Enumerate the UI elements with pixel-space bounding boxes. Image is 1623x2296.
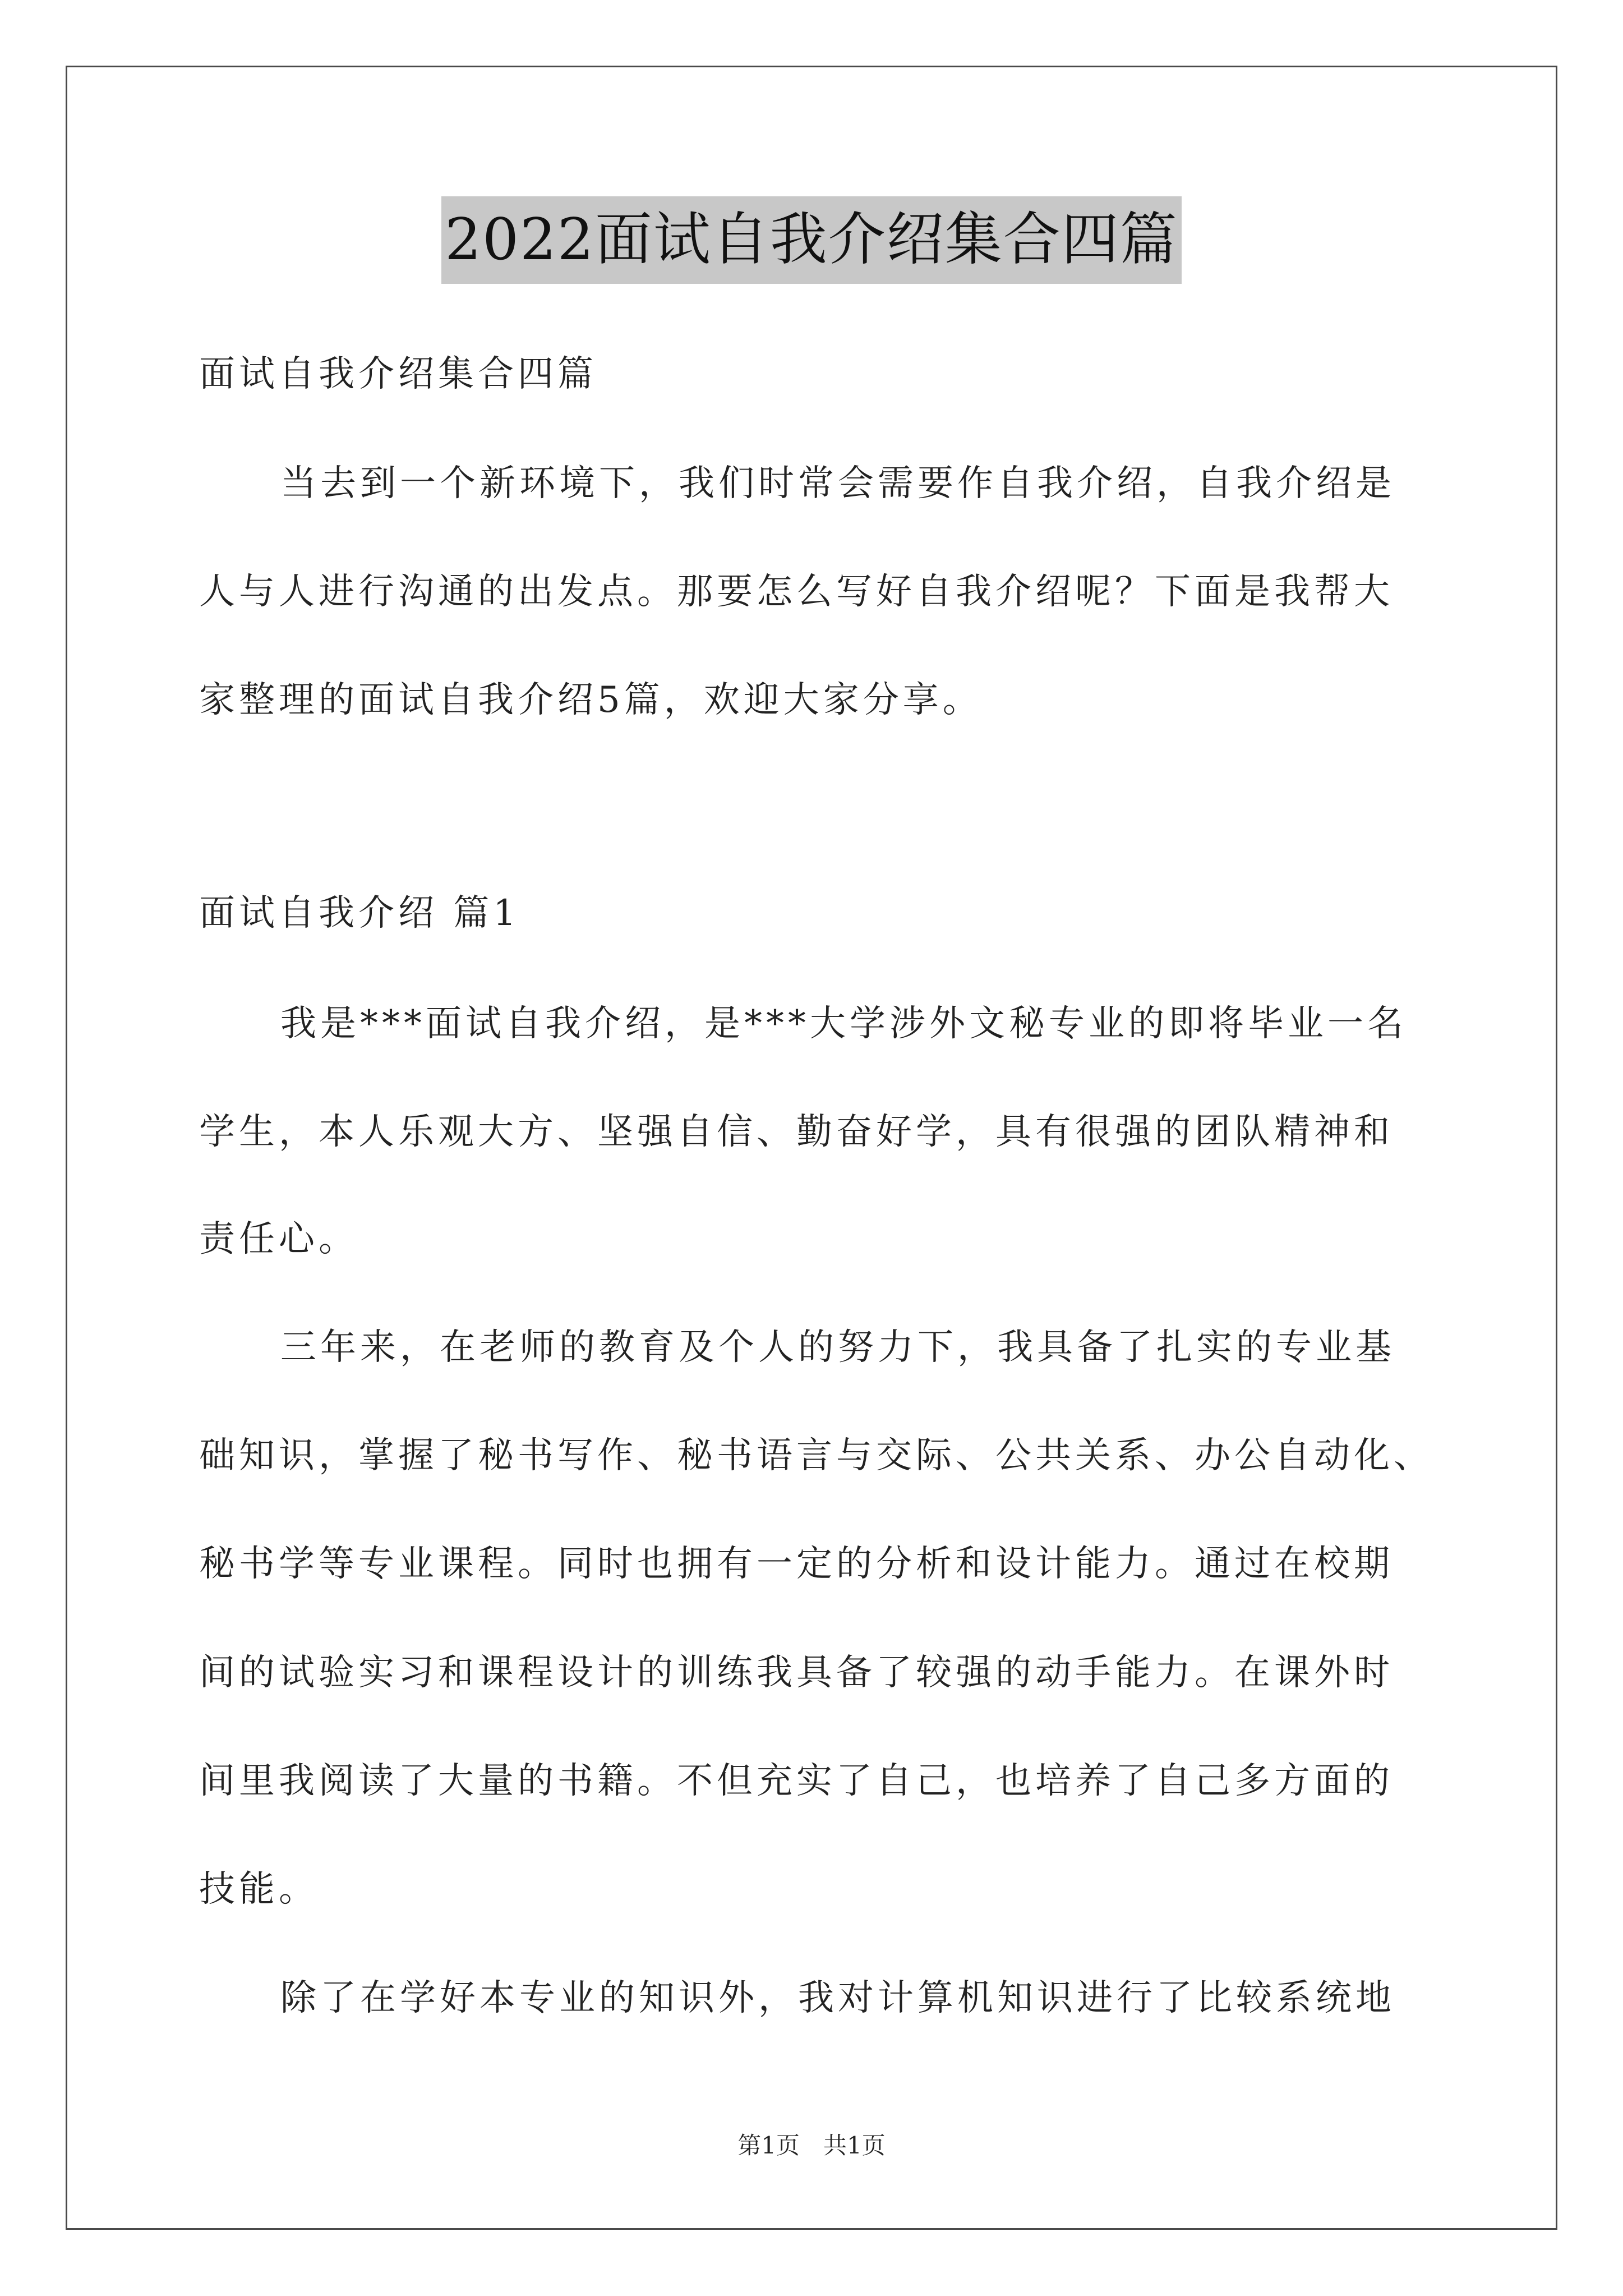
para2-line-4: 间的试验实习和课程设计的训练我具备了较强的动手能力。在课外时 [199, 1652, 1394, 1694]
title-container [0, 196, 1623, 284]
document-subtitle: 面试自我介绍集合四篇 [199, 353, 597, 395]
para3-line-1: 除了在学好本专业的知识外，我对计算机知识进行了比较系统地 [280, 1977, 1395, 2019]
intro-line-3: 家整理的面试自我介绍5篇，欢迎大家分享。 [199, 679, 983, 721]
para1-line-1: 我是***面试自我介绍，是***大学涉外文秘专业的即将毕业一名 [280, 1003, 1407, 1045]
intro-line-1: 当去到一个新环境下，我们时常会需要作自我介绍，自我介绍是 [280, 463, 1395, 504]
para2-line-5: 间里我阅读了大量的书籍。不但充实了自己，也培养了自己多方面的 [199, 1760, 1394, 1802]
para2-line-2: 础知识，掌握了秘书写作、秘书语言与交际、公共关系、办公自动化、 [199, 1435, 1433, 1476]
intro-line-2: 人与人进行沟通的出发点。那要怎么写好自我介绍呢？下面是我帮大 [199, 571, 1394, 613]
para1-line-3: 责任心。 [199, 1218, 358, 1260]
para2-line-6: 技能。 [199, 1869, 319, 1910]
para1-line-2: 学生，本人乐观大方、坚强自信、勤奋好学，具有很强的团队精神和 [199, 1111, 1394, 1153]
document-title: 2022面试自我介绍集合四篇 [441, 196, 1182, 284]
section-heading: 面试自我介绍 篇1 [199, 892, 520, 934]
para2-line-3: 秘书学等专业课程。同时也拥有一定的分析和设计能力。通过在校期 [199, 1543, 1394, 1585]
page-footer: 第1页 共1页 [737, 2132, 886, 2159]
para2-line-1: 三年来，在老师的教育及个人的努力下，我具备了扎实的专业基 [280, 1327, 1395, 1368]
